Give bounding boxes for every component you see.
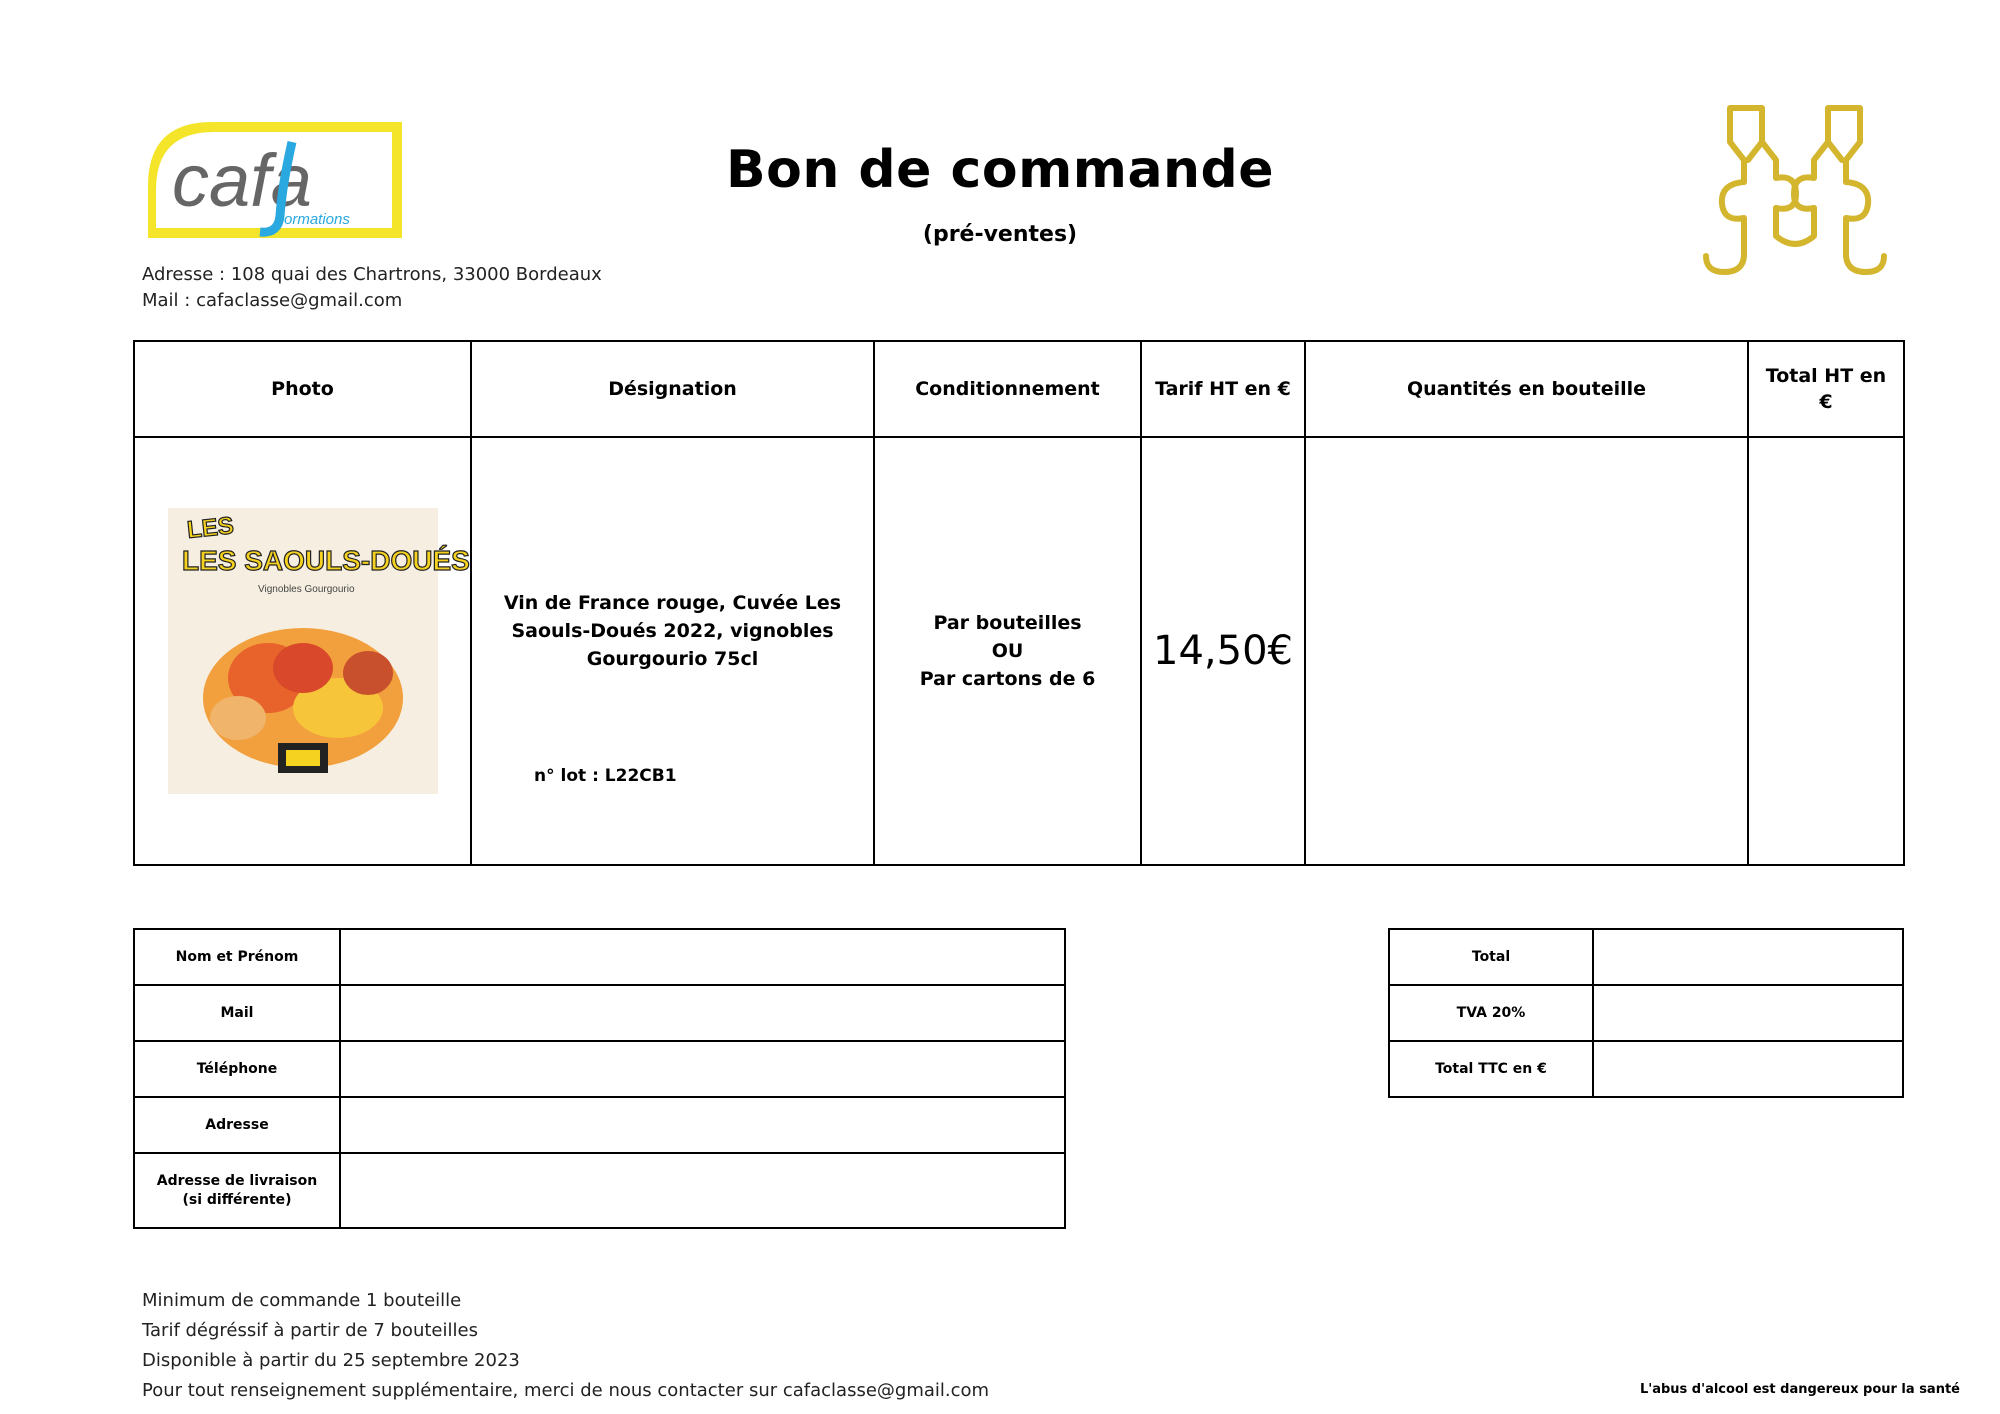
wine-label-image: [168, 508, 470, 794]
designation-text: Vin de France rouge, Cuvée Les Saouls-Doués 2022, vignobles Gourgourio 75cl: [503, 592, 842, 670]
cell-designation: [471, 437, 874, 865]
field-label-mail: Mail: [134, 985, 340, 1041]
field-label-phone: Téléphone: [134, 1041, 340, 1097]
mail-field[interactable]: [340, 985, 1065, 1041]
tva-field[interactable]: [1593, 985, 1903, 1041]
phone-field[interactable]: [340, 1041, 1065, 1097]
conditionnement-line: OU: [991, 640, 1024, 662]
conditionnement-line: Par bouteilles: [933, 612, 1082, 634]
col-header-quantite: Quantités en bouteille: [1305, 341, 1748, 437]
total-ht-cell[interactable]: [1748, 437, 1904, 865]
order-notes: [142, 1286, 989, 1406]
label-total-ttc: Total TTC en €: [1389, 1041, 1593, 1097]
vineyard-emblem-icon: [1700, 104, 1890, 276]
field-label-delivery-address: Adresse de livraison (si différente): [134, 1153, 340, 1228]
label-total: Total: [1389, 929, 1593, 985]
company-address: Adresse : 108 quai des Chartrons, 33000 Bordeaux: [142, 264, 602, 285]
lot-number: n° lot : L22CB1: [534, 766, 677, 786]
total-field[interactable]: [1593, 929, 1903, 985]
field-label-address: Adresse: [134, 1097, 340, 1153]
address-field[interactable]: [340, 1097, 1065, 1153]
name-field[interactable]: [340, 929, 1065, 985]
quantity-input-cell[interactable]: [1305, 437, 1748, 865]
svg-text:ormations: ormations: [284, 211, 350, 228]
note-line: Disponible à partir du 25 septembre 2023: [142, 1350, 520, 1371]
totals-table: [1388, 928, 1904, 1098]
health-warning: L'abus d'alcool est dangereux pour la santé: [1639, 1382, 1960, 1397]
cafa-logo: [142, 116, 408, 242]
total-ttc-field[interactable]: [1593, 1041, 1903, 1097]
col-header-photo: Photo: [134, 341, 471, 437]
cell-tarif: 14,50€: [1141, 437, 1305, 865]
note-line: Pour tout renseignement supplémentaire, merci de nous contacter sur cafaclasse@gmail.com: [142, 1380, 990, 1401]
note-line: Minimum de commande 1 bouteille: [142, 1290, 462, 1311]
col-header-conditionnement: Conditionnement: [874, 341, 1141, 437]
cell-photo: [134, 437, 471, 865]
label-tva: TVA 20%: [1389, 985, 1593, 1041]
col-header-tarif: Tarif HT en €: [1141, 341, 1305, 437]
customer-form: [133, 928, 1066, 1229]
col-header-total: Total HT en €: [1748, 341, 1904, 437]
conditionnement-line: Par cartons de 6: [919, 668, 1096, 690]
table-row: [134, 437, 1904, 865]
svg-text:cafa: cafa: [172, 139, 312, 222]
col-header-designation: Désignation: [471, 341, 874, 437]
page-subtitle: (pré-ventes): [922, 222, 1078, 247]
company-contact: [142, 262, 602, 314]
svg-text:LES: LES: [185, 512, 235, 544]
field-label-name: Nom et Prénom: [134, 929, 340, 985]
svg-text:Vignobles Gourgourio: Vignobles Gourgourio: [257, 584, 355, 595]
order-table: [133, 340, 1905, 866]
order-table-header: [134, 341, 1904, 437]
note-line: Tarif dégréssif à partir de 7 bouteilles: [142, 1320, 478, 1341]
cell-conditionnement: [874, 437, 1141, 865]
company-mail: Mail : cafaclasse@gmail.com: [142, 290, 403, 311]
delivery-address-field[interactable]: [340, 1153, 1065, 1228]
page-title: Bon de commande: [725, 140, 1275, 200]
svg-text:LES SAOULS-DOUÉS: LES SAOULS-DOUÉS: [181, 545, 470, 576]
